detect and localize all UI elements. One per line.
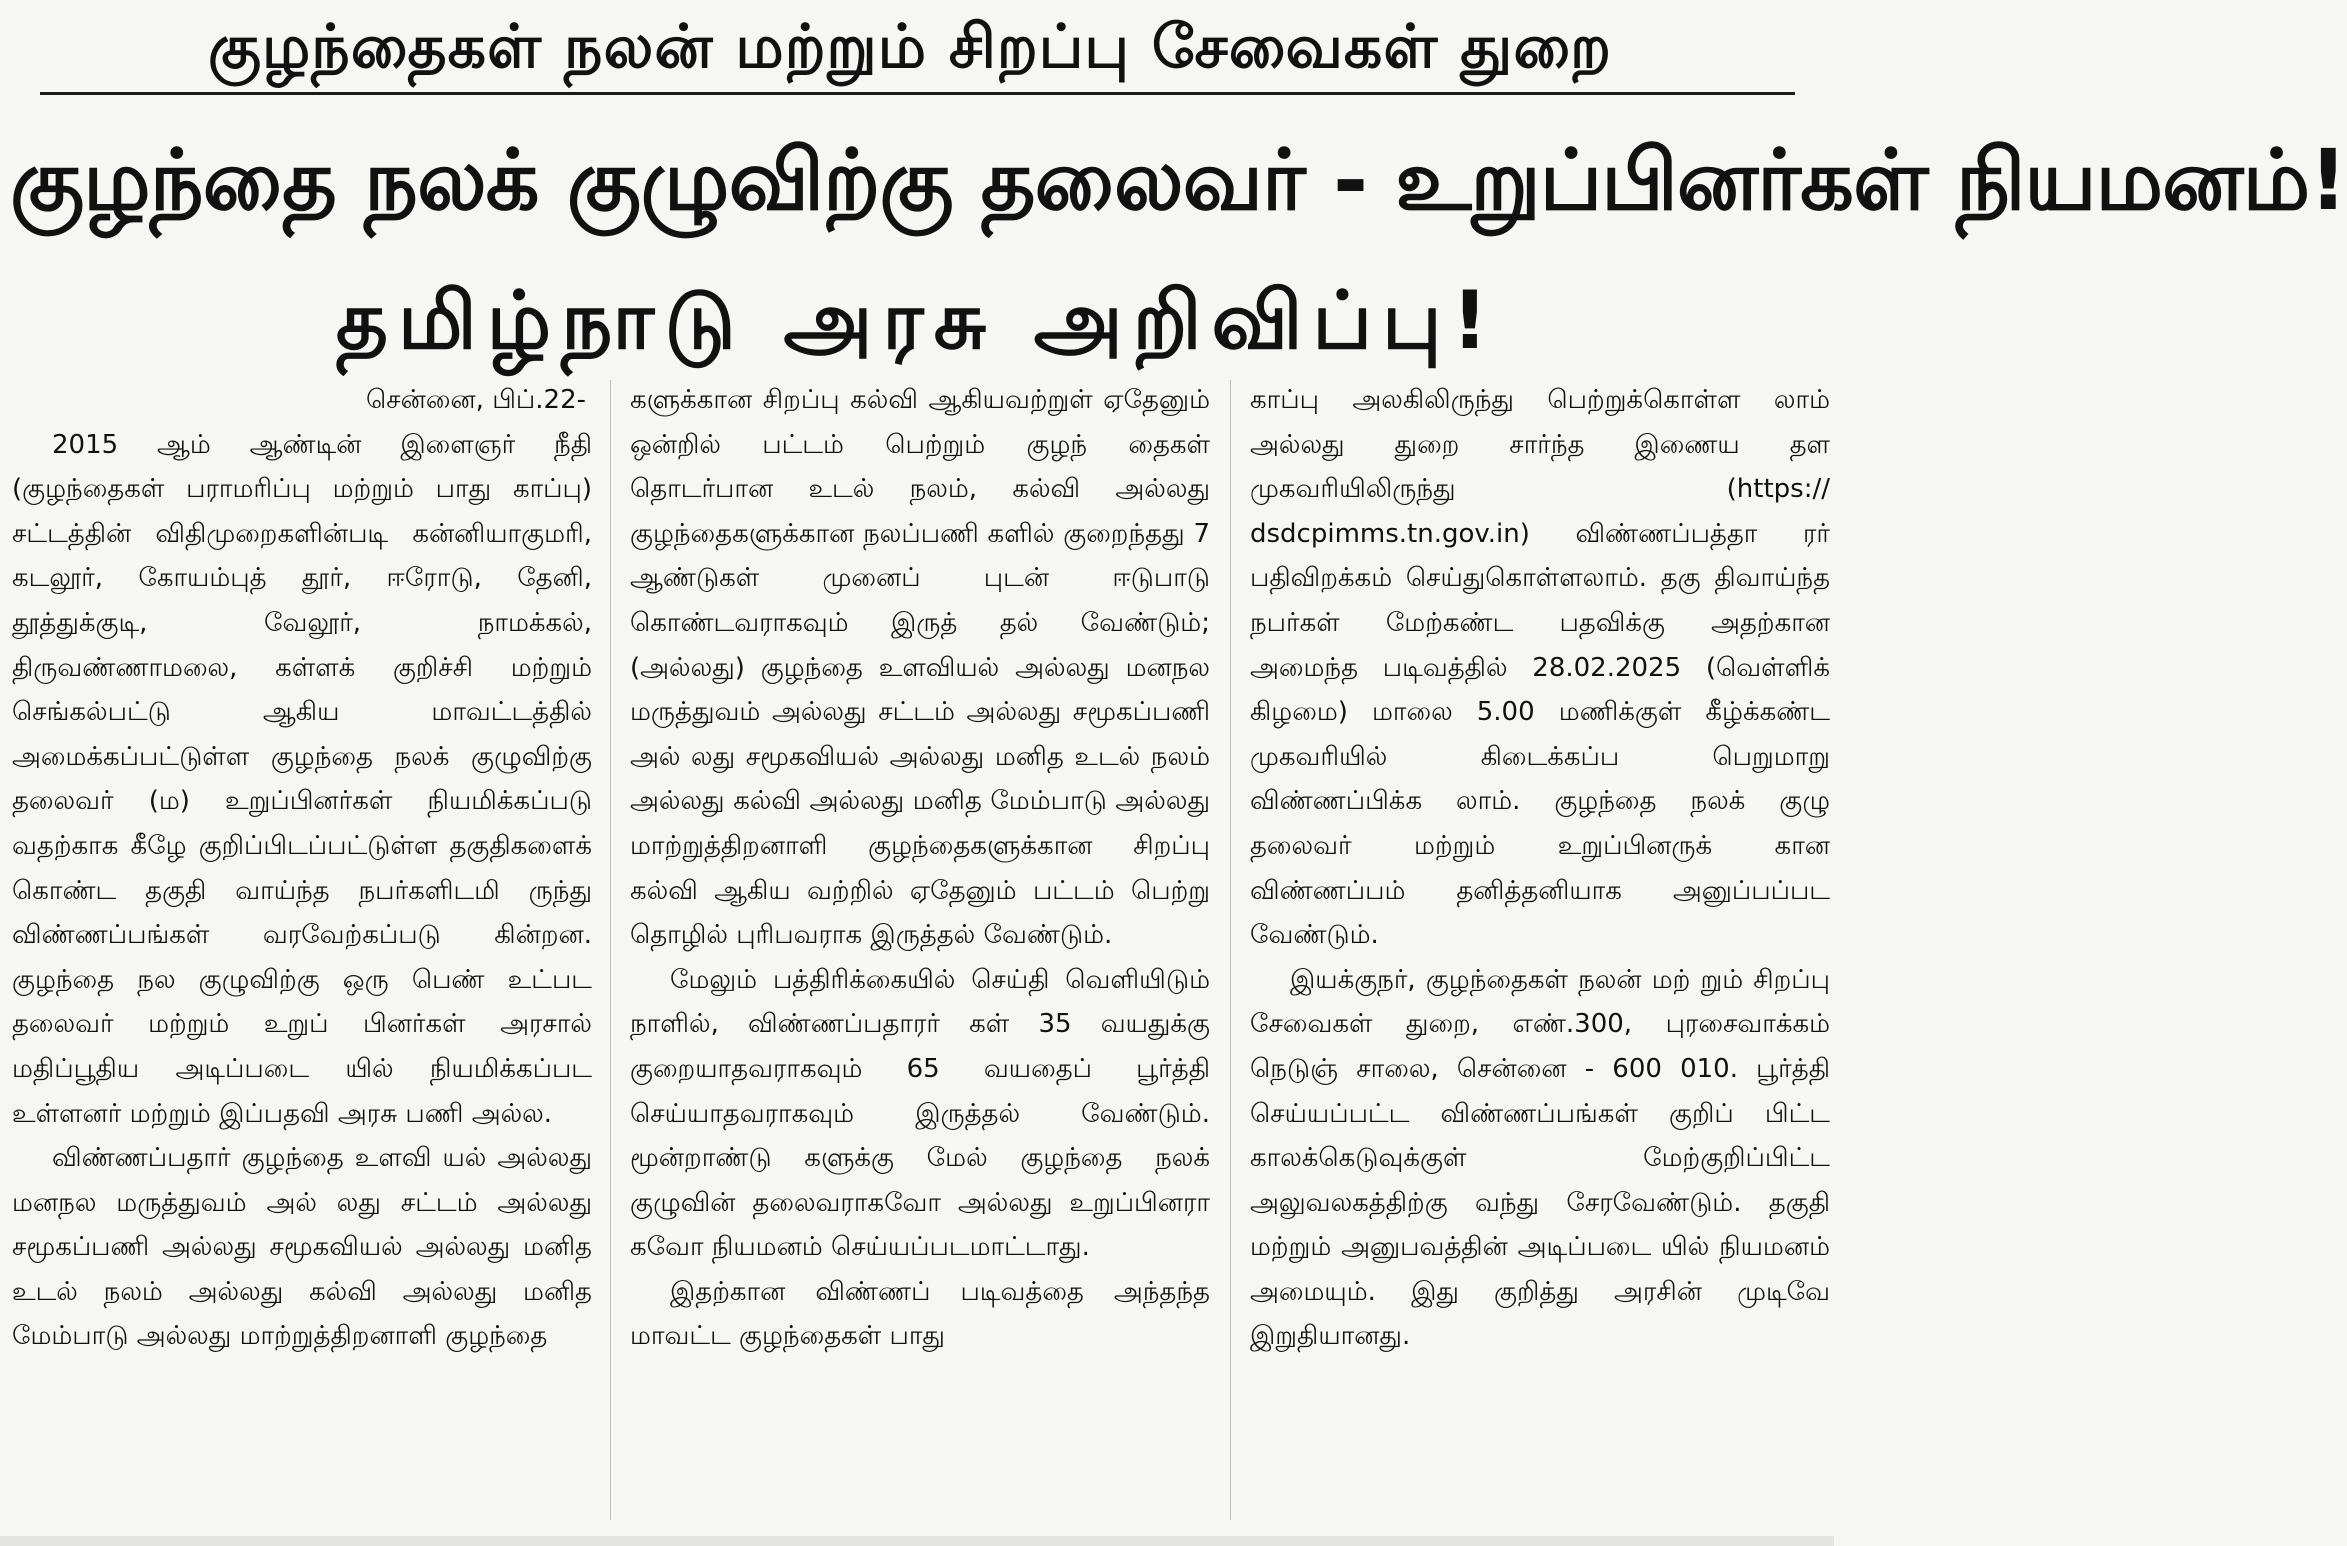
paragraph: மேலும் பத்திரிக்கையில் செய்தி வெளியிடும் நாளில், விண்ணப்பதாரர் கள் 35 வயதுக்கு குறையாதவராகவும் 65 வயதைப் பூர்த்தி செய்யாதவராகவும் இருத்தல் வேண்டும். மூன்றாண்டு களுக்கு மேல் குழந்தை நலக் குழுவின் தலைவராகவோ அல்லது உறுப்பினரா கவோ நியமனம் செய்யப்படமாட்டாது. <box>630 964 1210 1263</box>
paragraph: 2015 ஆம் ஆண்டின் இளைஞர் நீதி (குழந்தைகள் பராமரிப்பு மற்றும் பாது காப்பு) சட்டத்தின் விதிமுறைகளின்படி கன்னியாகுமரி, கடலூர், கோயம்புத் தூர், ஈரோடு, தேனி, தூத்துக்குடி, வேலூர், நாமக்கல், திருவண்ணாமலை, கள்ளக் குறிச்சி மற்றும் செங்கல்பட்டு ஆகிய மாவட்டத்தில் அமைக்கப்பட்டுள்ள குழந்தை நலக் குழுவிற்கு தலைவர் (ம) உறுப்பினர்கள் நியமிக்கப்படு வதற்காக கீழே குறிப்பிடப்பட்டுள்ள தகுதிகளைக் கொண்ட தகுதி வாய்ந்த நபர்களிடமி ருந்து விண்ணப்பங்கள் வரவேற்கப்படு கின்றன. குழந்தை நல குழுவிற்கு ஒரு பெண் உட்பட தலைவர் மற்றும் உறுப் பினர்கள் அரசால் மதிப்பூதிய அடிப்படை யில் நியமிக்கப்பட உள்ளனர் மற்றும் இப்பதவி அரசு பணி அல்ல. <box>12 429 592 1129</box>
kicker-underline <box>40 92 1795 95</box>
column-3 <box>1250 378 1830 1538</box>
headline: குழந்தை நலக் குழுவிற்கு தலைவர் - உறுப்பினர்கள் நியமனம்! <box>10 131 2347 229</box>
bottom-edge <box>0 1536 1834 1546</box>
dateline: சென்னை, பிப்.22- <box>366 385 586 415</box>
column-1 <box>12 378 592 1538</box>
department-kicker: குழந்தைகள் நலன் மற்றும் சிறப்பு சேவைகள் துறை <box>208 12 1612 82</box>
paragraph: களுக்கான சிறப்பு கல்வி ஆகியவற்றுள் ஏதேனும் ஒன்றில் பட்டம் பெற்றும் குழந் தைகள் தொடர்பான உடல் நலம், கல்வி அல்லது குழந்தைகளுக்கான நலப்பணி களில் குறைந்தது 7 ஆண்டுகள் முனைப் புடன் ஈடுபாடு கொண்டவராகவும் இருத் தல் வேண்டும்; (அல்லது) குழந்தை உளவியல் அல்லது மனநல மருத்துவம் அல்லது சட்டம் அல்லது சமூகப்பணி அல் லது சமூகவியல் அல்லது மனித உடல் நலம் அல்லது கல்வி அல்லது மனித மேம்பாடு அல்லது மாற்றுத்திறனாளி குழந்தைகளுக்கான சிறப்பு கல்வி ஆகிய வற்றில் ஏதேனும் பட்டம் பெற்று தொழில் புரிபவராக இருத்தல் வேண்டும். <box>630 385 1210 951</box>
article-body <box>0 378 1834 1538</box>
paragraph: இதற்கான விண்ணப் படிவத்தை அந்தந்த மாவட்ட குழந்தைகள் பாது <box>630 1276 1210 1352</box>
column-2 <box>630 378 1210 1538</box>
subheadline: தமிழ்நாடு அரசு அறிவிப்பு! <box>335 274 1499 367</box>
paragraph: காப்பு அலகிலிருந்து பெற்றுக்கொள்ள லாம் அல்லது துறை சார்ந்த இணைய தள முகவரியிலிருந்து (https:// dsdcpimms.tn.gov.in) விண்ணப்பத்தா ரர் பதிவிறக்கம் செய்துகொள்ளலாம். தகு திவாய்ந்த நபர்கள் மேற்கண்ட பதவிக்கு அதற்கான அமைந்த படிவத்தில் 28.02.2025 (வெள்ளிக் கிழமை) மாலை 5.00 மணிக்குள் கீழ்க்கண்ட முகவரியில் கிடைக்கப்ப பெறுமாறு விண்ணப்பிக்க லாம். குழந்தை நலக் குழு தலைவர் மற்றும் உறுப்பினருக் கான விண்ணப்பம் தனித்தனியாக அனுப்பப்பட வேண்டும். <box>1250 385 1830 951</box>
paragraph: விண்ணப்பதார் குழந்தை உளவி யல் அல்லது மனநல மருத்துவம் அல் லது சட்டம் அல்லது சமூகப்பணி அல்லது சமூகவியல் அல்லது மனித உடல் நலம் அல்லது கல்வி அல்லது மனித மேம்பாடு அல்லது மாற்றுத்திறனாளி குழந்தை <box>12 1143 592 1352</box>
paragraph: இயக்குநர், குழந்தைகள் நலன் மற் றும் சிறப்பு சேவைகள் துறை, எண்.300, புரசைவாக்கம் நெடுஞ் சாலை, சென்னை - 600 010. பூர்த்தி செய்யப்பட்ட விண்ணப்பங்கள் குறிப் பிட்ட காலக்கெடுவுக்குள் மேற்குறிப்பிட்ட அலுவலகத்திற்கு வந்து சேரவேண்டும். தகுதி மற்றும் அனுபவத்தின் அடிப்படை யில் நியமனம் அமையும். இது குறித்து அரசின் முடிவே இறுதியானது. <box>1250 964 1830 1352</box>
